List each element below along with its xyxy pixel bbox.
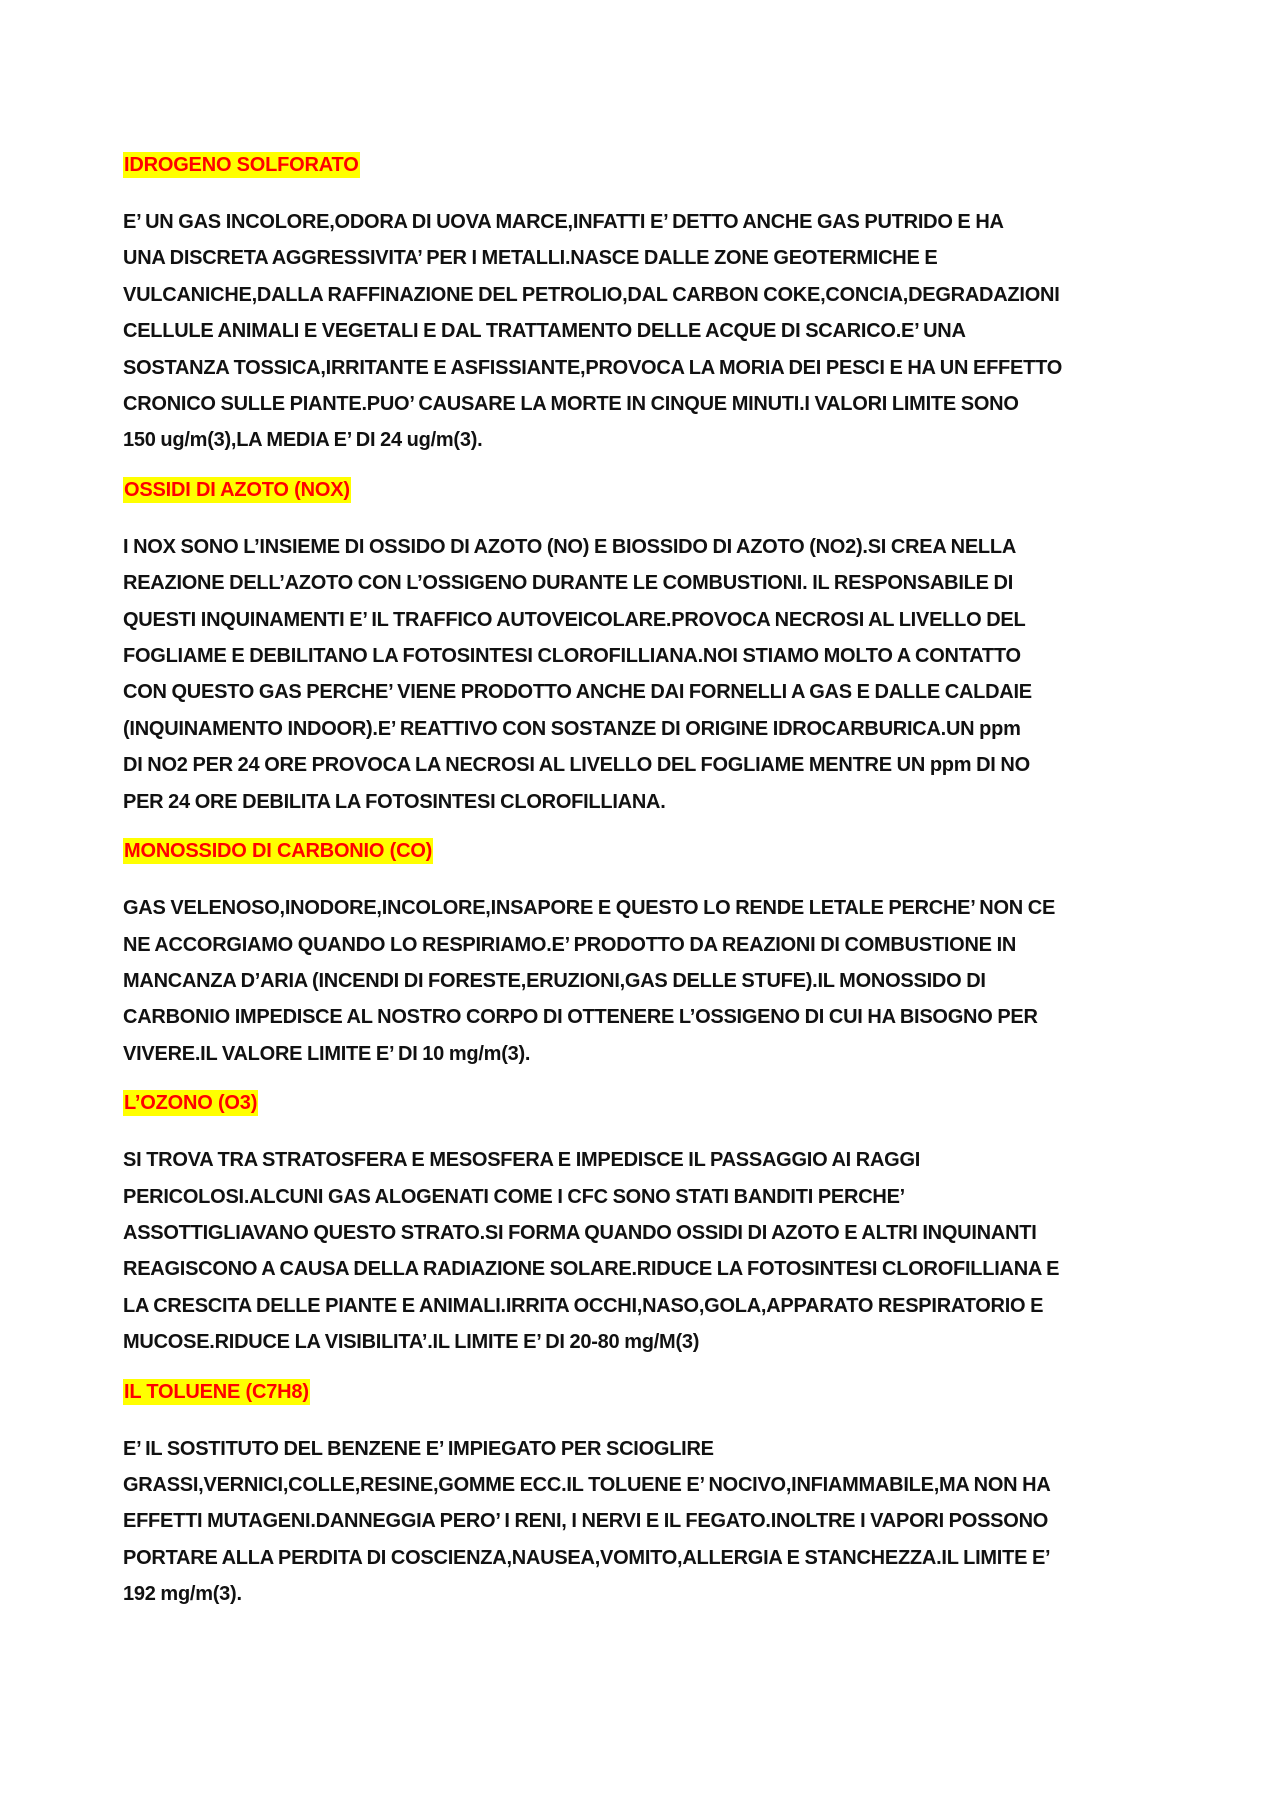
paragraph-line: EFFETTI MUTAGENI.DANNEGGIA PERO’ I RENI, I NERVI E IL FEGATO.INOLTRE I VAPORI POSSONO: [123, 1510, 1049, 1533]
paragraph-line: REAZIONE DELL’AZOTO CON L’OSSIGENO DURANTE LE COMBUSTIONI. IL RESPONSABILE DI: [123, 572, 1014, 595]
paragraph-line: CRONICO SULLE PIANTE.PUO’ CAUSARE LA MORTE IN CINQUE MINUTI.I VALORI LIMITE SONO: [123, 393, 1019, 416]
paragraph-line: PERICOLOSI.ALCUNI GAS ALOGENATI COME I CFC SONO STATI BANDITI PERCHE’: [123, 1185, 905, 1208]
section-paragraph: [123, 529, 1173, 820]
paragraph-line: VIVERE.IL VALORE LIMITE E’ DI 10 mg/m(3).: [123, 1042, 531, 1065]
paragraph-line: 150 ug/m(3),LA MEDIA E’ DI 24 ug/m(3).: [123, 429, 483, 452]
section-heading: L’OZONO (O3): [124, 1092, 258, 1115]
paragraph-line: GAS VELENOSO,INODORE,INCOLORE,INSAPORE E QUESTO LO RENDE LETALE PERCHE’ NON CE: [123, 897, 1056, 920]
paragraph-line: CARBONIO IMPEDISCE AL NOSTRO CORPO DI OTTENERE L’OSSIGENO DI CUI HA BISOGNO PER: [123, 1006, 1038, 1029]
document-content: [123, 152, 1173, 1631]
section-paragraph: [123, 204, 1173, 459]
paragraph-line: DI NO2 PER 24 ORE PROVOCA LA NECROSI AL LIVELLO DEL FOGLIAME MENTRE UN ppm DI NO: [123, 754, 1030, 777]
section-heading: OSSIDI DI AZOTO (NOX): [124, 478, 350, 501]
section-heading: MONOSSIDO DI CARBONIO (CO): [124, 840, 433, 863]
paragraph-line: (INQUINAMENTO INDOOR).E’ REATTIVO CON SOSTANZE DI ORIGINE IDROCARBURICA.UN ppm: [123, 717, 1021, 740]
paragraph-line: E’ UN GAS INCOLORE,ODORA DI UOVA MARCE,INFATTI E’ DETTO ANCHE GAS PUTRIDO E HA: [123, 211, 1004, 233]
paragraph-line: VULCANICHE,DALLA RAFFINAZIONE DEL PETROLIO,DAL CARBON COKE,CONCIA,DEGRADAZIONI: [123, 283, 1060, 306]
section-idrogeno-solforato: [123, 152, 1173, 459]
paragraph-line: PORTARE ALLA PERDITA DI COSCIENZA,NAUSEA,VOMITO,ALLERGIA E STANCHEZZA.IL LIMITE E’: [123, 1546, 1051, 1569]
paragraph-line: E’ IL SOSTITUTO DEL BENZENE E’ IMPIEGATO PER SCIOGLIRE: [123, 1437, 714, 1460]
paragraph-line: I NOX SONO L’INSIEME DI OSSIDO DI AZOTO (NO) E BIOSSIDO DI AZOTO (NO2).SI CREA NELLA: [123, 535, 1017, 558]
section-paragraph: [123, 890, 1173, 1072]
paragraph-line: 192 mg/m(3).: [123, 1583, 242, 1606]
section-toluene: [123, 1379, 1173, 1613]
section-monossido-di-carbonio: [123, 838, 1173, 1072]
paragraph-line: MANCANZA D’ARIA (INCENDI DI FORESTE,ERUZIONI,GAS DELLE STUFE).IL MONOSSIDO DI: [123, 969, 986, 992]
section-ossidi-di-azoto: [123, 477, 1173, 820]
section-paragraph: [123, 1431, 1173, 1613]
section-paragraph: [123, 1142, 1173, 1360]
section-heading: IDROGENO SOLFORATO: [124, 154, 359, 176]
section-heading: IL TOLUENE (C7H8): [124, 1380, 309, 1403]
paragraph-line: ASSOTTIGLIAVANO QUESTO STRATO.SI FORMA QUANDO OSSIDI DI AZOTO E ALTRI INQUINANTI: [123, 1221, 1037, 1244]
paragraph-line: PER 24 ORE DEBILITA LA FOTOSINTESI CLOROFILLIANA.: [123, 790, 666, 813]
paragraph-line: UNA DISCRETA AGGRESSIVITA’ PER I METALLI.NASCE DALLE ZONE GEOTERMICHE E: [123, 247, 938, 270]
section-ozono: [123, 1090, 1173, 1360]
paragraph-line: SI TROVA TRA STRATOSFERA E MESOSFERA E IMPEDISCE IL PASSAGGIO AI RAGGI: [123, 1149, 921, 1172]
paragraph-line: SOSTANZA TOSSICA,IRRITANTE E ASFISSIANTE,PROVOCA LA MORIA DEI PESCI E HA UN EFFETTO: [123, 356, 1062, 379]
paragraph-line: LA CRESCITA DELLE PIANTE E ANIMALI.IRRITA OCCHI,NASO,GOLA,APPARATO RESPIRATORIO E: [123, 1294, 1044, 1317]
paragraph-line: CON QUESTO GAS PERCHE’ VIENE PRODOTTO ANCHE DAI FORNELLI A GAS E DALLE CALDAIE: [123, 681, 1032, 704]
paragraph-line: REAGISCONO A CAUSA DELLA RADIAZIONE SOLARE.RIDUCE LA FOTOSINTESI CLOROFILLIANA E: [123, 1258, 1060, 1281]
paragraph-line: GRASSI,VERNICI,COLLE,RESINE,GOMME ECC.IL TOLUENE E’ NOCIVO,INFIAMMABILE,MA NON HA: [123, 1473, 1051, 1496]
paragraph-line: MUCOSE.RIDUCE LA VISIBILITA’.IL LIMITE E’ DI 20-80 mg/M(3): [123, 1331, 700, 1354]
paragraph-line: NE ACCORGIAMO QUANDO LO RESPIRIAMO.E’ PRODOTTO DA REAZIONI DI COMBUSTIONE IN: [123, 933, 1017, 956]
paragraph-line: CELLULE ANIMALI E VEGETALI E DAL TRATTAMENTO DELLE ACQUE DI SCARICO.E’ UNA: [123, 320, 966, 343]
paragraph-line: QUESTI INQUINAMENTI E’ IL TRAFFICO AUTOVEICOLARE.PROVOCA NECROSI AL LIVELLO DEL: [123, 608, 1026, 631]
paragraph-line: FOGLIAME E DEBILITANO LA FOTOSINTESI CLOROFILLIANA.NOI STIAMO MOLTO A CONTATTO: [123, 645, 1021, 668]
